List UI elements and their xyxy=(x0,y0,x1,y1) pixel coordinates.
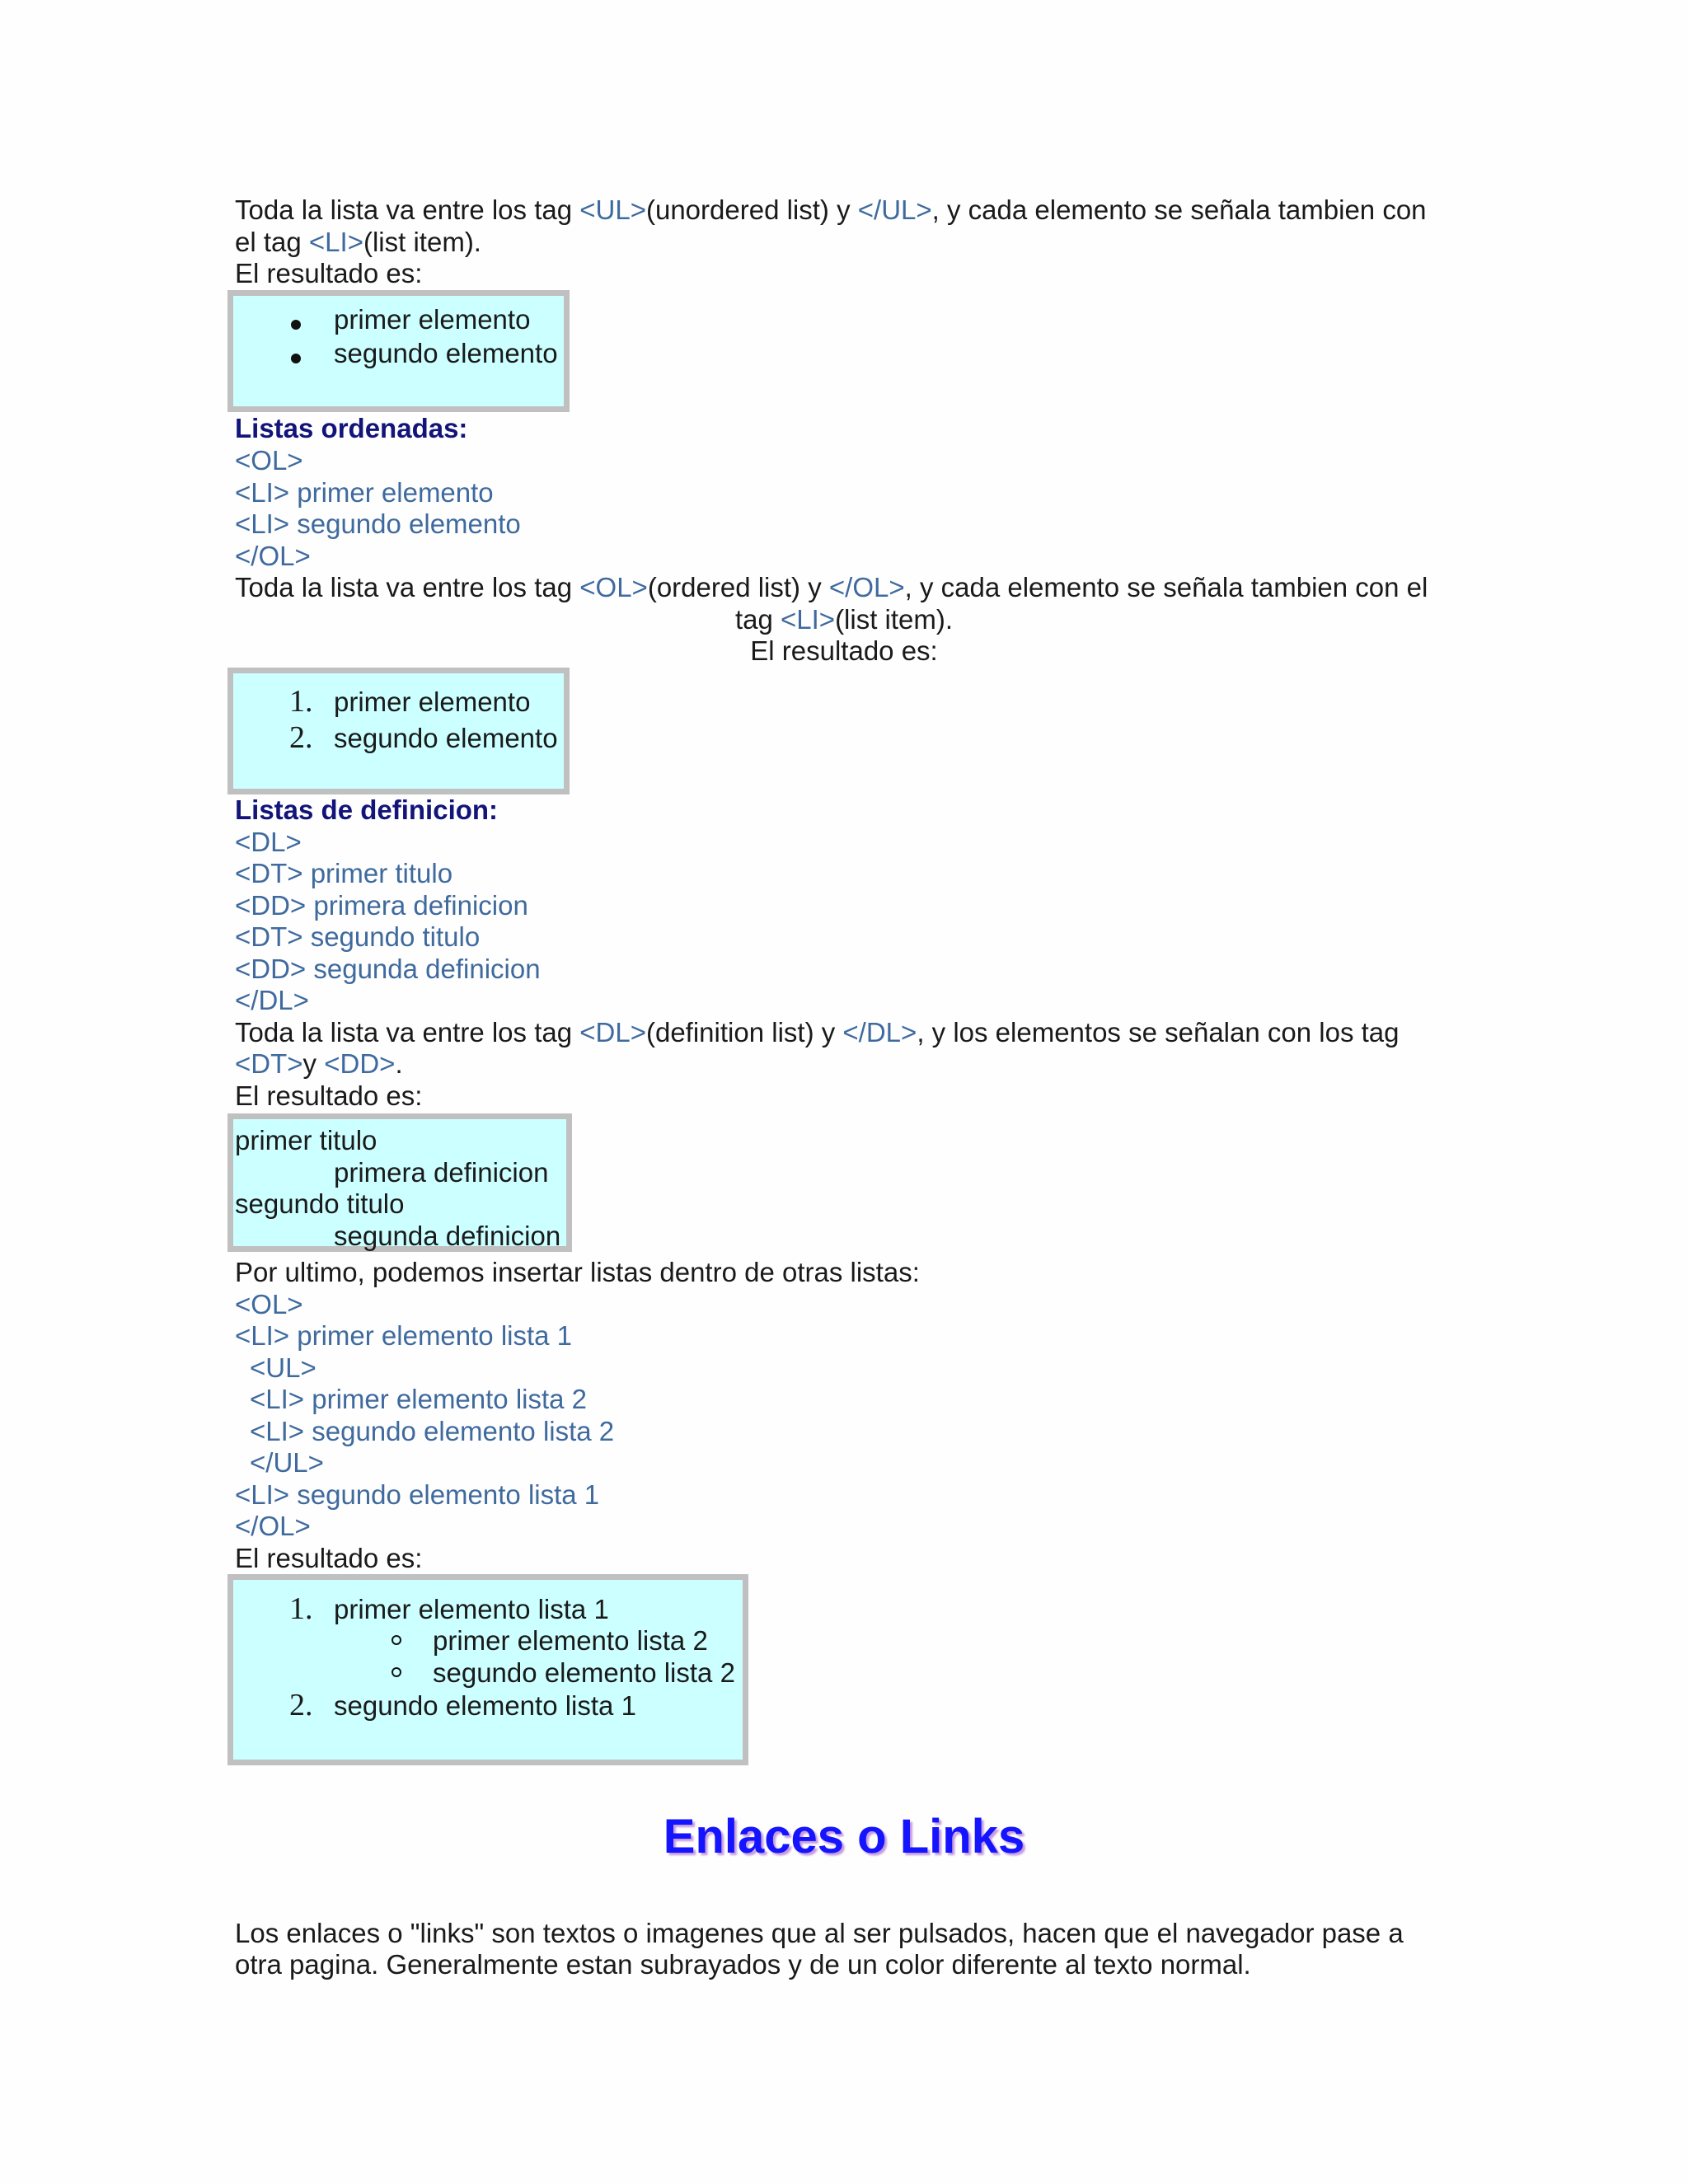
ul-result-label: El resultado es: xyxy=(235,258,423,288)
tag-ol: <OL> xyxy=(579,572,648,602)
list-item: segundo elemento lista 1 xyxy=(334,1690,636,1721)
nested-list-item: segundo elemento lista 2 xyxy=(433,1657,735,1688)
ol-intro-line1 xyxy=(235,572,1428,603)
list-item: segundo elemento xyxy=(334,338,558,368)
tag-dt: <DT> xyxy=(235,1048,303,1079)
tag-ul: <UL> xyxy=(579,194,646,225)
definition-list-result-box xyxy=(227,1113,572,1252)
text: Toda la lista va entre los tag xyxy=(235,1017,580,1047)
definition-description: primera definicion xyxy=(334,1157,549,1188)
definition-term: segundo titulo xyxy=(235,1188,405,1219)
code-line: </OL> xyxy=(235,1511,311,1541)
code-line: <LI> segundo elemento xyxy=(235,509,521,539)
tag-li: <LI> xyxy=(308,227,363,257)
list-item: primer elemento lista 1 xyxy=(334,1594,609,1624)
list-number: 2. xyxy=(289,720,313,755)
tag-li: <LI> xyxy=(780,604,836,635)
nested-list-item: primer elemento lista 2 xyxy=(433,1625,708,1656)
text: (definition list) y xyxy=(645,1017,843,1047)
code-line: <DL> xyxy=(235,827,302,857)
text: el tag xyxy=(235,227,309,257)
code-line: <DT> segundo titulo xyxy=(235,921,481,952)
dl-intro-line1 xyxy=(235,1017,1399,1048)
list-number: 1. xyxy=(289,684,313,719)
code-line: <LI> primer elemento lista 1 xyxy=(235,1320,573,1351)
definition-term: primer titulo xyxy=(235,1125,377,1155)
text: , y cada elemento se señala tambien con xyxy=(931,194,1427,225)
tag-ol-close: </OL> xyxy=(828,572,905,602)
code-line: <LI> segundo elemento lista 1 xyxy=(235,1479,600,1510)
list-number: 1. xyxy=(289,1591,313,1626)
text: , y cada elemento se señala tambien con el xyxy=(904,572,1428,602)
definition-description: segunda definicion xyxy=(334,1221,561,1251)
code-line: </UL> xyxy=(250,1447,324,1478)
nested-intro: Por ultimo, podemos insertar listas dentro de otras listas: xyxy=(235,1257,920,1287)
unordered-list-result-box xyxy=(227,290,570,412)
code-line: <LI> segundo elemento lista 2 xyxy=(250,1416,615,1446)
text: (list item). xyxy=(835,604,954,635)
nested-list-result-box xyxy=(227,1574,748,1765)
text: (list item). xyxy=(363,227,481,257)
list-item: primer elemento xyxy=(334,687,531,717)
section-title: Enlaces o Links xyxy=(663,1810,1025,1863)
text: . xyxy=(395,1048,403,1079)
dl-result-label: El resultado es: xyxy=(235,1080,423,1111)
code-line: <LI> primer elemento xyxy=(235,477,494,508)
code-line: <DD> primera definicion xyxy=(235,890,528,921)
code-line: <DT> primer titulo xyxy=(235,858,453,888)
ol-intro-line2 xyxy=(0,604,1688,635)
code-line: <OL> xyxy=(235,1289,303,1319)
text: tag xyxy=(734,604,781,635)
links-paragraph-line1: Los enlaces o "links" son textos o imagenes que al ser pulsados, hacen que el navegador pase a xyxy=(235,1918,1404,1948)
tag-dl: <DL> xyxy=(579,1017,646,1047)
definition-heading: Listas de definicion: xyxy=(235,794,499,825)
ol-result-label: El resultado es: xyxy=(750,635,938,666)
text: Toda la lista va entre los tag xyxy=(235,194,580,225)
code-line: <LI> primer elemento lista 2 xyxy=(250,1384,588,1414)
tag-ul-close: </UL> xyxy=(857,194,932,225)
tag-dl-close: </DL> xyxy=(842,1017,917,1047)
code-line: </OL> xyxy=(235,541,311,571)
list-item: primer elemento xyxy=(334,304,531,335)
ordered-heading: Listas ordenadas: xyxy=(235,413,468,443)
code-line: </DL> xyxy=(235,985,309,1015)
text: , y los elementos se señalan con los tag xyxy=(917,1017,1400,1047)
bullet-icon xyxy=(291,320,301,330)
circle-bullet-icon xyxy=(392,1667,401,1677)
dl-intro-line2 xyxy=(235,1048,403,1080)
ul-intro-line1 xyxy=(235,194,1427,226)
code-line: <UL> xyxy=(250,1352,316,1383)
code-line: <OL> xyxy=(235,445,303,476)
circle-bullet-icon xyxy=(392,1635,401,1645)
text: y xyxy=(302,1048,325,1079)
nested-result-label: El resultado es: xyxy=(235,1543,423,1573)
bullet-icon xyxy=(291,354,301,363)
text: (unordered list) y xyxy=(645,194,858,225)
list-number: 2. xyxy=(289,1688,313,1722)
ordered-list-result-box xyxy=(227,668,570,794)
tag-dd: <DD> xyxy=(324,1048,396,1079)
text: (ordered list) y xyxy=(647,572,829,602)
code-line: <DD> segunda definicion xyxy=(235,954,541,984)
links-paragraph-line2: otra pagina. Generalmente estan subrayados y de un color diferente al texto normal. xyxy=(235,1949,1251,1980)
ul-intro-line2 xyxy=(235,227,481,258)
list-item: segundo elemento xyxy=(334,723,558,753)
text: Toda la lista va entre los tag xyxy=(235,572,580,602)
